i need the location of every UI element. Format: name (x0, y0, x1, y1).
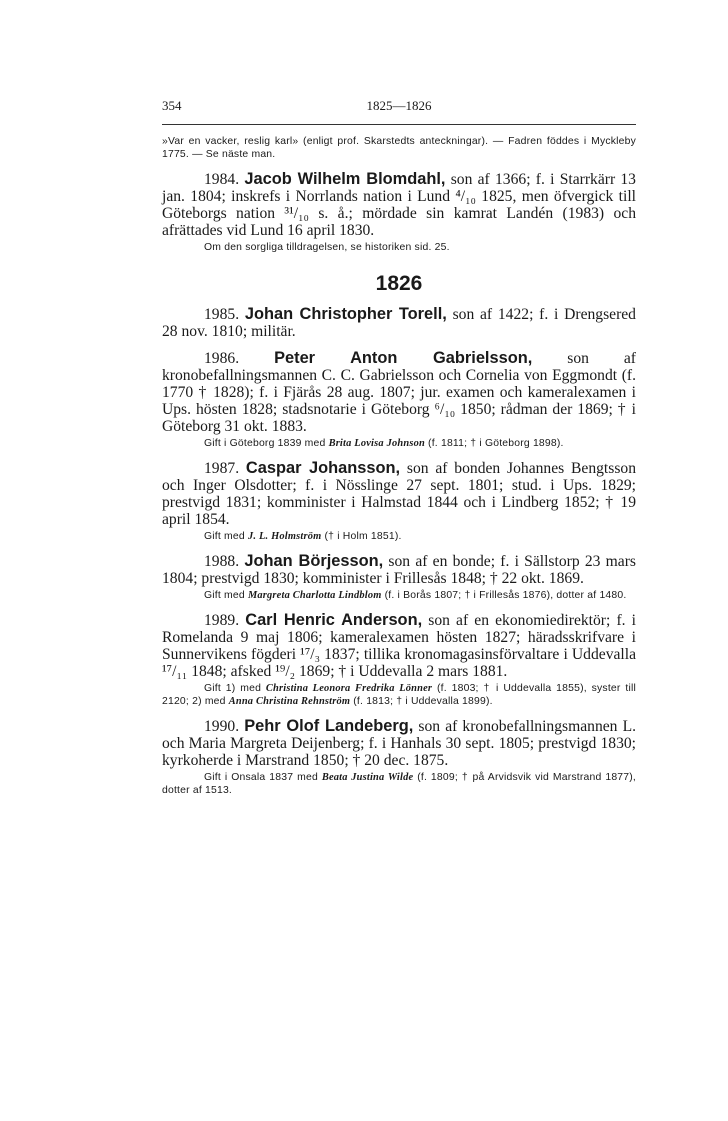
note-text: Gift med (204, 590, 248, 601)
entry-number: 1989. (204, 612, 240, 629)
note-spouse: Christina Leonora Fredrika Lönner (265, 683, 433, 694)
note-text: († i Holm 1851). (321, 531, 402, 542)
entry-name: Jacob Wilhelm Blomdahl, (244, 170, 446, 188)
entry-name: Peter Anton Gabrielsson, (274, 349, 533, 367)
entry-name: Carl Henric Anderson, (245, 611, 423, 629)
entry-number: 1988. (204, 553, 240, 570)
note-spouse: Brita Lovisa Johnson (328, 438, 425, 449)
entry-number: 1990. (204, 718, 240, 735)
note-text: (f. 1811; † i Göteborg 1898). (424, 438, 564, 449)
entry-note (162, 530, 636, 543)
entry-name: Johan Börjesson, (244, 552, 384, 570)
entry-1986 (162, 350, 636, 435)
header-rule (162, 124, 636, 125)
entry-text: son af kronobefallningsmannen L. och Maria Margreta Deijenberg; f. i Hanhals 30 sept. 1805; prestvigd 1830; kyrkoherde i Marstrand 1850; † 20 dec. 1875. (162, 718, 636, 769)
note-spouse: Anna Christina Rehnström (228, 696, 351, 707)
entry-number: 1985. (204, 306, 240, 323)
entry-number: 1984. (204, 171, 240, 188)
entry-number: 1986. (204, 350, 240, 367)
entry-1984 (162, 171, 636, 239)
note-text: Gift i Onsala 1837 med (204, 772, 322, 783)
note-text: (f. i Borås 1807; † i Frillesås 1876), dotter af 1480. (381, 590, 627, 601)
entry-1987 (162, 460, 636, 528)
entry-number: 1987. (204, 460, 240, 477)
entry-1989 (162, 612, 636, 680)
note-text: Gift med (204, 531, 248, 542)
intro-note: »Var en vacker, reslig karl» (enligt prof. Skarstedts anteckningar). — Fadren föddes i Myckleby 1775. — Se näste man. (162, 136, 636, 160)
entry-text: son af en bonde; f. i Sällstorp 23 mars 1804; prestvigd 1830; komminister i Frillesås 1848; † 22 okt. 1869. (162, 553, 636, 587)
entry-note: Om den sorgliga tilldragelsen, se historiken sid. 25. (204, 242, 450, 253)
page-number: 354 (162, 98, 182, 113)
entry-text: son af bonden Johannes Bengtsson och Inger Olsdotter; f. i Nösslinge 27 sept. 1801; stud. i Ups. 1829; prestvigd 1831; komminister i Halmstad 1844 och i Lindberg 1852; † 19 april 1854. (162, 460, 636, 528)
entry-name: Pehr Olof Landeberg, (244, 717, 414, 735)
section-year: 1826 (375, 272, 423, 295)
note-spouse: Margreta Charlotta Lindblom (247, 590, 382, 601)
entry-text: son af en ekonomiedirektör; f. i Romelanda 9 maj 1806; kameralexamen hösten 1827; häradsskrifvare i Sunnervikens fögderi ¹⁷/₃ 1837; tillika kronomagasinsförvaltare i Uddevalla ¹⁷/₁₁ 1848; afsked ¹⁹/₂ 1869; † i Uddevalla 2 mars 1881. (162, 612, 637, 680)
note-spouse: J. L. Holmström (247, 531, 322, 542)
entry-name: Caspar Johansson, (245, 459, 401, 477)
note-text: (f. 1803; † i Uddevalla 1855), syster till 2120; 2) med (162, 683, 636, 707)
running-title: 1825—1826 (366, 98, 432, 113)
page (162, 98, 636, 797)
entry-name: Johan Christopher Torell, (244, 305, 447, 323)
page-header (162, 98, 636, 120)
entry-1988 (162, 553, 636, 587)
entry-1985 (162, 306, 636, 340)
note-text: Gift i Göteborg 1839 med (204, 438, 329, 449)
entry-text: son af kronobefallningsmannen C. C. Gabrielsson och Cornelia von Eggmondt (f. 1770 † 1828); f. i Fjärås 28 aug. 1807; jur. examen och kameralexamen i Ups. hösten 1828; stadsnotarie i Göteborg ⁶/₁₀ 1850; rådman der 1869; † i Göteborg 31 okt. 1883. (162, 350, 637, 435)
entry-text: son af 1422; f. i Drengsered 28 nov. 1810; militär. (162, 306, 636, 340)
note-spouse: Beata Justina Wilde (321, 772, 414, 783)
entry-note (162, 771, 636, 797)
entry-note (162, 682, 636, 708)
entry-1990 (162, 718, 636, 769)
entry-note (162, 437, 636, 450)
entry-note (162, 589, 636, 602)
note-text: (f. 1813; † i Uddevalla 1899). (350, 696, 493, 707)
note-text: (f. 1809; † på Arvidsvik vid Marstrand 1877), dotter af 1513. (162, 772, 636, 796)
entry-text: son af 1366; f. i Starrkärr 13 jan. 1804; inskrefs i Norrlands nation i Lund ⁴/₁₀ 1825, men öfvergick till Göteborgs nation ³¹/₁₀ s. å.; mördade sin kamrat Landén (1983) och afrättades vid Lund 16 april 1830. (162, 171, 636, 239)
note-text: Gift 1) med (204, 683, 266, 694)
